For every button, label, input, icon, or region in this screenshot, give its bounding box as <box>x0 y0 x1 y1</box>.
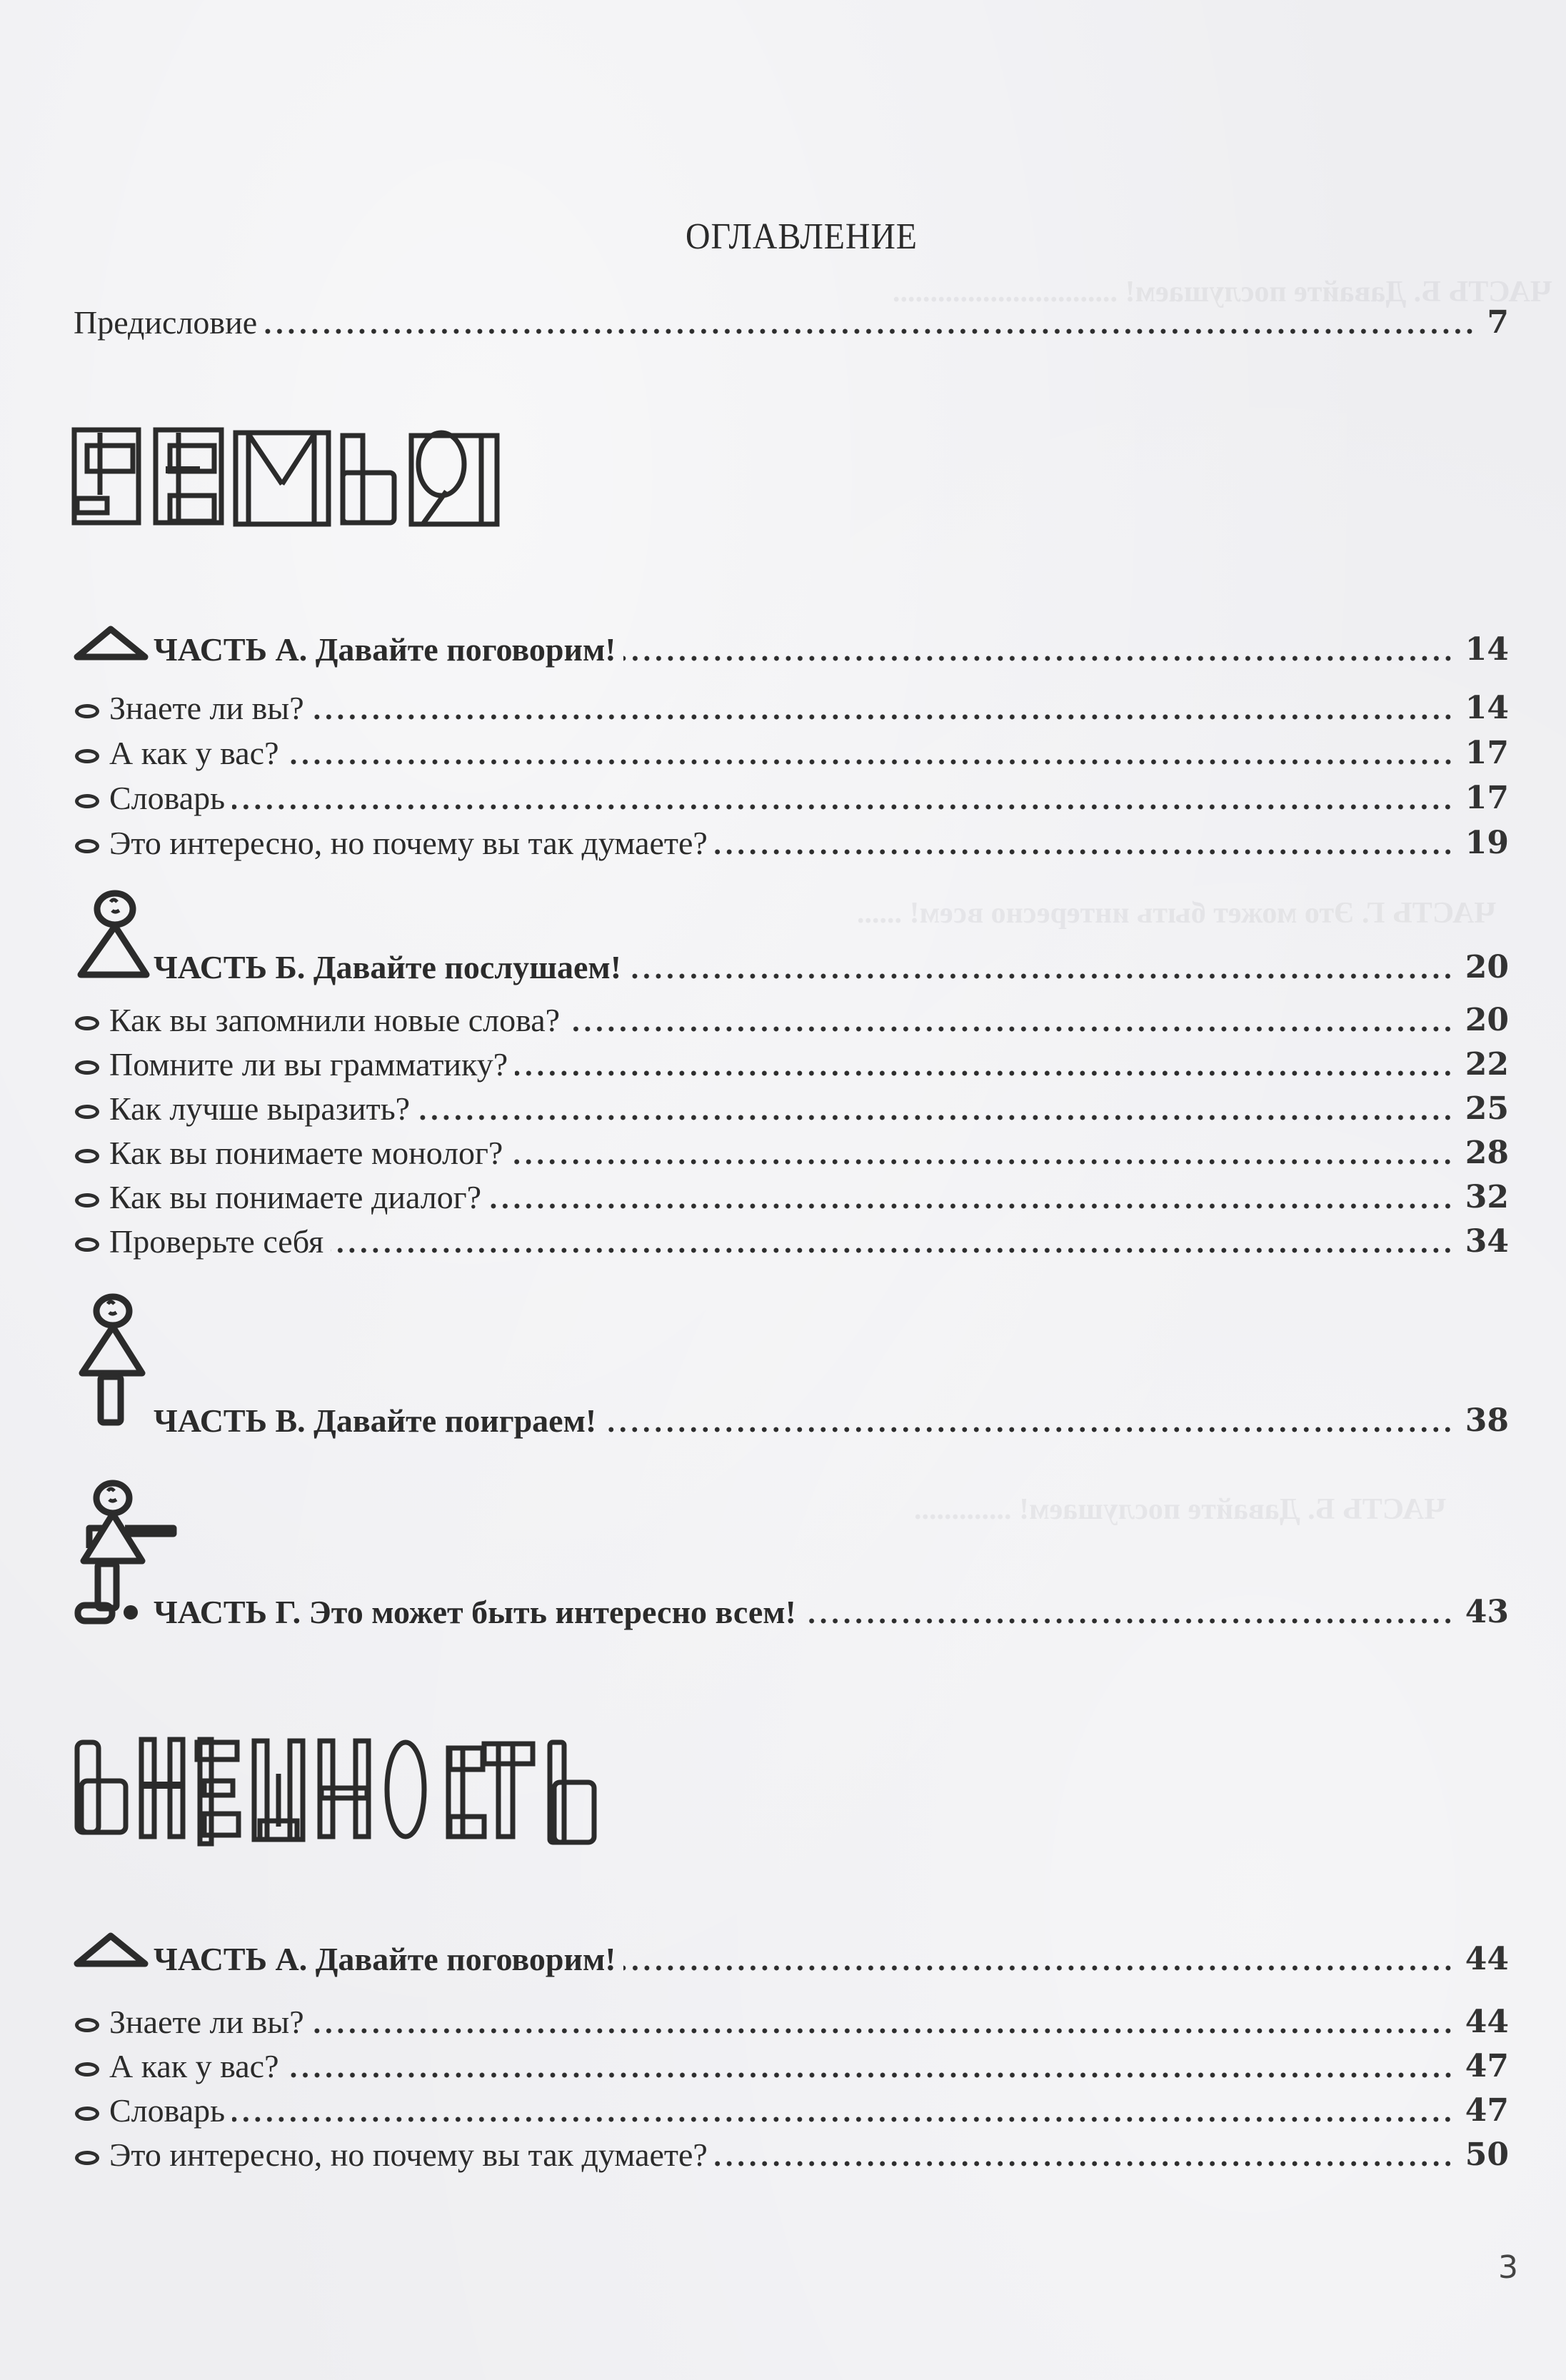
triangle-icon <box>74 626 149 661</box>
toc-entry-page: 32 <box>1465 1179 1509 1215</box>
dot-leader <box>623 656 1454 661</box>
toc-entry-page: 14 <box>1465 631 1509 668</box>
oval-bullet-icon <box>75 2062 99 2077</box>
oval-bullet-icon <box>75 749 99 763</box>
figure-standing-icon <box>74 1291 152 1427</box>
toc-entry-item[interactable] <box>74 687 1509 730</box>
toc-entry-part[interactable] <box>154 1400 1509 1442</box>
toc-entry-label: Помните ли вы грамматику? <box>109 1046 508 1083</box>
toc-entry-label: Предисловие <box>74 304 258 341</box>
toc-entry-label: Знаете ли вы? <box>109 690 304 726</box>
toc-entry-item[interactable] <box>74 1132 1509 1175</box>
toc-entry-page: 47 <box>1465 2048 1509 2084</box>
toc-entry-item[interactable] <box>74 999 1509 1042</box>
toc-entry-label: Знаете ли вы? <box>109 2004 304 2040</box>
toc-entry-page: 22 <box>1465 1046 1509 1083</box>
toc-entry-preface[interactable] <box>74 301 1509 344</box>
toc-entry-label: Как вы понимаете диалог? <box>109 1179 482 1215</box>
triangle-icon <box>74 1932 149 1968</box>
show-through-text: ЧАСТЬ Б. Давайте послушаем! .............................. <box>893 276 1552 308</box>
oval-bullet-icon <box>75 2151 99 2165</box>
dot-leader <box>232 2117 1454 2122</box>
oval-bullet-icon <box>75 1016 99 1030</box>
toc-entry-label: Проверьте себя <box>109 1223 324 1260</box>
oval-bullet-icon <box>75 2018 99 2032</box>
toc-entry-item[interactable] <box>74 1088 1509 1130</box>
toc-entry-item[interactable] <box>74 822 1509 865</box>
toc-entry-page: 44 <box>1465 2004 1509 2040</box>
dot-leader <box>715 849 1454 855</box>
show-through-text: ЧАСТЬ Б. Давайте послушаем! ............. <box>914 1493 1447 1526</box>
toc-entry-item[interactable] <box>74 2134 1509 2176</box>
oval-bullet-icon <box>75 1193 99 1207</box>
dot-leader <box>331 1247 1454 1253</box>
toc-entry-item[interactable] <box>74 777 1509 820</box>
toc-entry-page: 25 <box>1465 1090 1509 1127</box>
dot-leader <box>311 2028 1454 2034</box>
section-heading-vneshnost <box>71 1734 728 1855</box>
dot-leader <box>623 1965 1454 1971</box>
toc-entry-label: Это интересно, но почему вы так думаете? <box>109 2137 708 2173</box>
oval-bullet-icon <box>75 794 99 808</box>
toc-entry-part[interactable] <box>154 946 1509 989</box>
dot-leader <box>803 1618 1454 1624</box>
dot-leader <box>715 2161 1454 2166</box>
toc-entry-page: 44 <box>1465 1941 1509 1977</box>
toc-entry-page: 7 <box>1487 304 1509 341</box>
toc-entry-item[interactable] <box>74 2045 1509 2088</box>
toc-entry-page: 17 <box>1465 780 1509 816</box>
oval-bullet-icon <box>75 704 99 718</box>
toc-entry-item[interactable] <box>74 1176 1509 1219</box>
toc-entry-page: 28 <box>1465 1135 1509 1171</box>
dot-leader <box>311 714 1454 720</box>
toc-entry-part[interactable] <box>154 1591 1509 1634</box>
toc-entry-item[interactable] <box>74 2001 1509 2044</box>
toc-entry-part[interactable] <box>154 1938 1509 1981</box>
dot-leader <box>264 328 1475 334</box>
toc-entry-label: ЧАСТЬ В. Давайте поиграем! <box>154 1402 597 1439</box>
dot-leader <box>286 759 1454 765</box>
oval-bullet-icon <box>75 1105 99 1119</box>
dot-leader <box>603 1427 1454 1432</box>
toc-entry-page: 38 <box>1465 1402 1509 1439</box>
dot-leader <box>488 1203 1454 1209</box>
toc-entry-item[interactable] <box>74 1043 1509 1086</box>
toc-entry-page: 19 <box>1465 825 1509 861</box>
dot-leader <box>510 1159 1453 1165</box>
toc-entry-page: 20 <box>1465 949 1509 985</box>
dot-leader <box>567 1026 1454 1032</box>
toc-entry-page: 14 <box>1465 690 1509 726</box>
oval-bullet-icon <box>75 2107 99 2121</box>
toc-entry-label: ЧАСТЬ А. Давайте поговорим! <box>154 631 616 668</box>
page-number: 3 <box>1498 2249 1518 2286</box>
toc-entry-label: ЧАСТЬ А. Давайте поговорим! <box>154 1941 616 1977</box>
toc-entry-page: 50 <box>1465 2137 1509 2173</box>
toc-entry-item[interactable] <box>74 732 1509 775</box>
oval-bullet-icon <box>75 1237 99 1252</box>
toc-entry-page: 47 <box>1465 2092 1509 2129</box>
toc-entry-part[interactable] <box>154 628 1509 671</box>
figure-head-triangle-icon <box>74 889 152 982</box>
dot-leader <box>628 973 1454 979</box>
toc-entry-label: Как вы понимаете монолог? <box>109 1135 503 1171</box>
toc-entry-label: Как вы запомнили новые слова? <box>109 1002 561 1038</box>
toc-entry-label: Словарь <box>109 2092 226 2129</box>
dot-leader <box>286 2072 1454 2078</box>
oval-bullet-icon <box>75 839 99 853</box>
toc-entry-page: 17 <box>1465 735 1509 771</box>
toc-entry-page: 43 <box>1465 1594 1509 1630</box>
show-through-text: ЧАСТЬ Г. Это может быть интересно всем! ...... <box>857 897 1497 930</box>
oval-bullet-icon <box>75 1060 99 1075</box>
toc-entry-page: 34 <box>1465 1223 1509 1260</box>
dot-leader <box>515 1070 1454 1076</box>
toc-entry-label: Это интересно, но почему вы так думаете? <box>109 825 708 861</box>
toc-entry-label: А как у вас? <box>109 2048 279 2084</box>
toc-entry-label: ЧАСТЬ Г. Это может быть интересно всем! <box>154 1594 796 1630</box>
page-title: ОГЛАВЛЕНИЕ <box>686 216 918 257</box>
toc-entry-item[interactable] <box>74 1220 1509 1263</box>
toc-entry-label: Как лучше выразить? <box>109 1090 411 1127</box>
dot-leader <box>417 1115 1454 1120</box>
dot-leader <box>232 804 1454 810</box>
toc-entry-label: ЧАСТЬ Б. Давайте послушаем! <box>154 949 622 985</box>
toc-entry-item[interactable] <box>74 2089 1509 2132</box>
oval-bullet-icon <box>75 1149 99 1163</box>
toc-entry-page: 20 <box>1465 1002 1509 1038</box>
toc-entry-label: Словарь <box>109 780 226 816</box>
section-heading-semya <box>71 427 514 534</box>
toc-entry-label: А как у вас? <box>109 735 279 771</box>
